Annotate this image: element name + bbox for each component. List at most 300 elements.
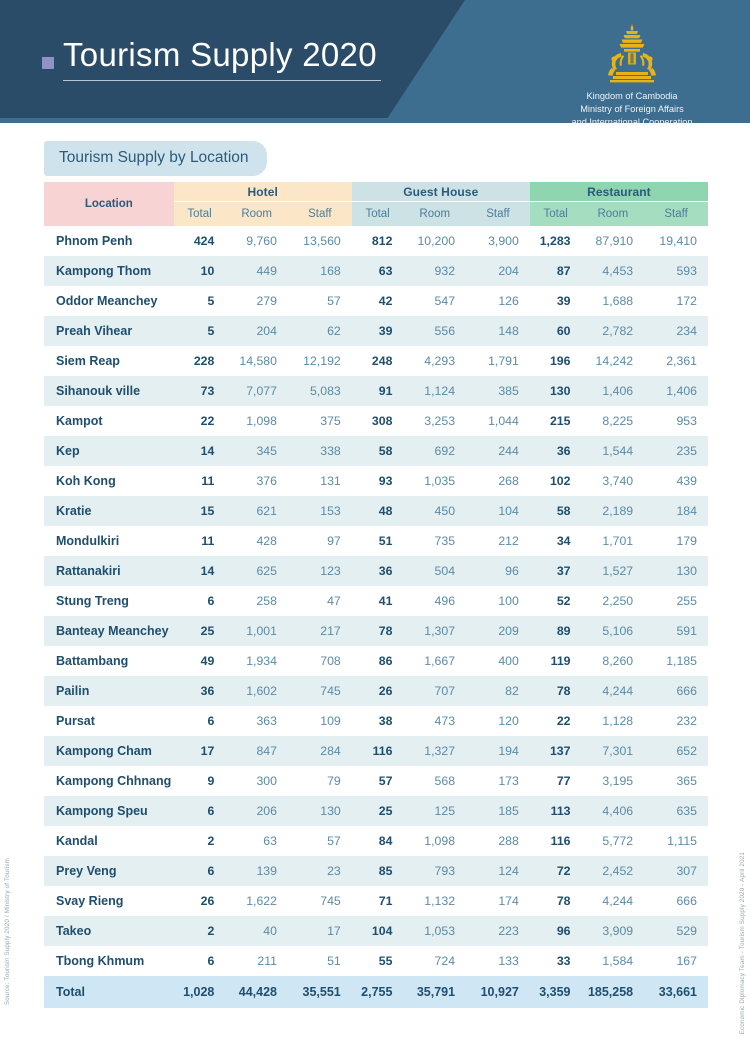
row-value-cell: 375 [320,414,341,428]
row-value-cell: 47 [327,594,341,608]
table-row [44,736,708,766]
row-value-cell: 635 [644,796,708,826]
row-value-cell: 73 [174,376,226,406]
table-row [44,766,708,796]
row-value-cell: 9,760 [246,234,277,248]
row-value-cell: 131 [320,474,341,488]
row-value-cell: 1,688 [602,294,634,308]
table-body [44,226,708,1008]
row-value-cell: 3,195 [602,774,634,788]
row-value-cell: 97 [327,534,341,548]
row-value-cell: 22 [556,714,571,728]
row-value-cell: 2,452 [582,856,645,886]
row-value-cell: 120 [498,714,519,728]
row-location-label: Rattanakiri [44,556,174,586]
row-value-cell: 71 [378,894,393,908]
row-value-cell: 724 [434,954,456,968]
row-value-cell: 308 [371,414,393,428]
row-value-cell: 17 [288,916,352,946]
column-group-header-guest-house: Guest House [352,182,530,202]
row-value-cell: 36 [530,436,582,466]
row-value-cell: 279 [256,294,277,308]
row-value-cell: 593 [644,256,708,286]
row-value-cell: 19,410 [659,234,697,248]
table-row [44,256,708,286]
row-location-label: Mondulkiri [56,534,120,548]
row-value-cell: 932 [403,256,466,286]
row-value-cell: 473 [434,714,456,728]
row-value-cell: 3,740 [602,474,634,488]
row-value-cell: 113 [530,796,582,826]
row-value-cell: 1,327 [403,736,466,766]
table-row [44,946,708,976]
row-value-cell: 104 [352,916,404,946]
row-value-cell: 15 [174,496,226,526]
row-value-cell: 2 [174,916,226,946]
source-credit-right: Economic Diplomacy Team - Tourism Supply 2020 - April 2021 [739,852,746,1035]
row-location-label: Kandal [56,834,98,848]
row-value-cell: 1,053 [403,916,466,946]
row-value-cell: 5 [207,294,215,308]
row-value-cell: 953 [676,414,697,428]
tourism-supply-table-container [44,182,708,1008]
row-value-cell: 130 [530,376,582,406]
row-location-label: Pailin [44,676,174,706]
row-value-cell: 235 [644,436,708,466]
total-row-value-cell: 2,755 [352,976,404,1008]
row-value-cell: 424 [193,234,215,248]
row-value-cell: 48 [352,496,404,526]
row-value-cell: 14,242 [595,354,634,368]
row-value-cell: 666 [676,894,697,908]
row-value-cell: 735 [434,534,456,548]
title-underline-rule [63,80,381,81]
table-row [44,286,708,316]
row-location-label: Kep [44,436,174,466]
row-value-cell: 174 [498,894,519,908]
row-value-cell: 1,584 [602,954,634,968]
row-value-cell: 439 [676,474,697,488]
row-value-cell: 25 [352,796,404,826]
row-value-cell: 4,293 [424,354,456,368]
row-value-cell: 85 [352,856,404,886]
row-value-cell: 11 [201,474,215,488]
row-value-cell: 79 [327,774,341,788]
row-value-cell: 77 [556,774,571,788]
row-value-cell: 167 [676,954,697,968]
row-value-cell: 1,132 [424,894,456,908]
row-value-cell: 6 [207,594,215,608]
row-value-cell: 212 [498,534,519,548]
row-value-cell: 7,077 [225,376,288,406]
row-value-cell: 1,098 [246,414,277,428]
row-value-cell: 72 [530,856,582,886]
row-value-cell: 211 [257,954,277,968]
table-row [44,856,708,886]
row-value-cell: 126 [498,294,519,308]
column-header-restaurant-total: Total [530,202,582,226]
row-value-cell: 1,667 [424,654,456,668]
row-value-cell: 91 [352,376,404,406]
row-value-cell: 168 [288,256,352,286]
row-value-cell: 36 [352,556,404,586]
row-value-cell: 116 [352,736,404,766]
row-value-cell: 194 [466,736,530,766]
row-value-cell: 1,791 [488,354,519,368]
row-value-cell: 4,453 [582,256,645,286]
row-value-cell: 8,225 [602,414,634,428]
table-row [44,316,708,346]
row-value-cell: 39 [556,294,571,308]
row-value-cell: 1,307 [403,616,466,646]
row-location-label: Svay Rieng [56,894,124,908]
row-value-cell: 40 [225,916,288,946]
row-location-label: Kampong Thom [44,256,174,286]
table-row [44,346,708,376]
row-value-cell: 621 [225,496,288,526]
section-tab-tourism-supply-by-location: Tourism Supply by Location [44,141,267,176]
row-value-cell: 244 [466,436,530,466]
row-value-cell: 39 [352,316,404,346]
row-value-cell: 57 [327,834,341,848]
row-value-cell: 1,701 [602,534,634,548]
table-row [44,916,708,946]
row-value-cell: 345 [225,436,288,466]
row-value-cell: 1,406 [644,376,708,406]
row-value-cell: 26 [352,676,404,706]
row-value-cell: 1,185 [666,654,697,668]
row-value-cell: 300 [256,774,277,788]
row-value-cell: 130 [644,556,708,586]
row-value-cell: 130 [288,796,352,826]
row-value-cell: 288 [498,834,519,848]
row-value-cell: 248 [371,354,393,368]
row-value-cell: 139 [225,856,288,886]
column-group-header-restaurant: Restaurant [530,182,708,202]
row-value-cell: 223 [466,916,530,946]
row-value-cell: 2,250 [602,594,634,608]
org-line-country: Kingdom of Cambodia [586,91,678,101]
row-value-cell: 179 [676,534,697,548]
row-value-cell: 49 [200,654,215,668]
row-value-cell: 209 [466,616,530,646]
row-location-label: Kratie [44,496,174,526]
row-value-cell: 1,602 [225,676,288,706]
row-value-cell: 745 [320,894,341,908]
row-location-label: Kampong Cham [44,736,174,766]
column-header-guesthouse-total: Total [352,202,404,226]
row-value-cell: 38 [378,714,393,728]
table-row [44,646,708,676]
total-row-value-cell: 33,661 [644,976,708,1008]
row-value-cell: 2,189 [582,496,645,526]
total-row-value-cell: 44,428 [225,976,288,1008]
column-header-hotel-total: Total [174,202,226,226]
row-location-label: Prey Veng [44,856,174,886]
table-row [44,376,708,406]
row-value-cell: 78 [530,676,582,706]
row-value-cell: 450 [403,496,466,526]
row-value-cell: 217 [288,616,352,646]
row-value-cell: 268 [498,474,519,488]
row-value-cell: 652 [644,736,708,766]
row-value-cell: 708 [320,654,341,668]
row-value-cell: 529 [644,916,708,946]
table-row [44,796,708,826]
table-row [44,706,708,736]
row-location-label: Pursat [56,714,95,728]
row-value-cell: 1,098 [424,834,456,848]
row-value-cell: 4,244 [582,676,645,706]
row-location-label: Stung Treng [56,594,129,608]
row-value-cell: 22 [200,414,215,428]
row-value-cell: 206 [225,796,288,826]
row-value-cell: 449 [225,256,288,286]
row-value-cell: 102 [549,474,571,488]
row-value-cell: 109 [320,714,341,728]
row-value-cell: 2,361 [666,354,697,368]
column-header-location: Location [44,182,174,226]
row-value-cell: 96 [466,556,530,586]
row-value-cell: 52 [556,594,571,608]
total-row-value-cell: 35,791 [403,976,466,1008]
cambodia-royal-emblem-icon [599,22,665,84]
row-value-cell: 6 [174,856,226,886]
row-value-cell: 4,406 [582,796,645,826]
row-value-cell: 9 [207,774,215,788]
row-value-cell: 232 [676,714,697,728]
column-header-restaurant-staff: Staff [644,202,708,226]
row-value-cell: 3,253 [424,414,456,428]
row-value-cell: 1,283 [539,234,571,248]
row-location-label: Kampot [56,414,103,428]
row-value-cell: 1,544 [582,436,645,466]
row-value-cell: 184 [644,496,708,526]
table-row [44,496,708,526]
table-row [44,676,708,706]
row-value-cell: 63 [352,256,404,286]
row-value-cell: 10 [174,256,226,286]
row-value-cell: 847 [225,736,288,766]
row-value-cell: 62 [288,316,352,346]
row-value-cell: 5,772 [602,834,634,848]
row-value-cell: 625 [225,556,288,586]
row-value-cell: 196 [549,354,571,368]
page-title: Tourism Supply 2020 [63,36,377,73]
row-value-cell: 104 [466,496,530,526]
row-value-cell: 547 [434,294,456,308]
row-value-cell: 234 [644,316,708,346]
row-value-cell: 363 [256,714,277,728]
row-value-cell: 5,083 [288,376,352,406]
row-value-cell: 793 [403,856,466,886]
org-line-ministry: Ministry of Foreign Affairs [580,104,684,115]
row-value-cell: 1,035 [424,474,456,488]
column-header-guesthouse-room: Room [403,202,466,226]
total-row-value-cell: 10,927 [466,976,530,1008]
row-value-cell: 1,934 [246,654,277,668]
column-header-hotel-staff: Staff [288,202,352,226]
source-credit-left: Source: Tourism Supply 2020 / Ministry of Tourism [4,858,11,1006]
row-value-cell: 96 [530,916,582,946]
row-value-cell: 25 [174,616,226,646]
row-value-cell: 116 [550,834,571,848]
row-value-cell: 3,900 [488,234,519,248]
total-row-label: Total [44,976,174,1008]
row-value-cell: 6 [207,954,215,968]
table-header [44,182,708,226]
row-value-cell: 172 [676,294,697,308]
row-value-cell: 57 [327,294,341,308]
row-value-cell: 255 [676,594,697,608]
row-value-cell: 4,244 [602,894,634,908]
row-value-cell: 119 [550,654,571,668]
row-value-cell: 93 [378,474,393,488]
row-value-cell: 63 [263,834,277,848]
table-row [44,526,708,556]
row-value-cell: 17 [174,736,226,766]
row-location-label: Takeo [44,916,174,946]
row-value-cell: 591 [644,616,708,646]
row-value-cell: 41 [378,594,393,608]
row-value-cell: 125 [403,796,466,826]
row-location-label: Siem Reap [56,354,120,368]
row-value-cell: 2,782 [582,316,645,346]
row-value-cell: 228 [193,354,215,368]
row-value-cell: 57 [378,774,393,788]
row-value-cell: 556 [403,316,466,346]
row-value-cell: 745 [288,676,352,706]
row-value-cell: 34 [556,534,571,548]
table-row [44,586,708,616]
row-value-cell: 568 [434,774,456,788]
row-value-cell: 55 [378,954,393,968]
row-location-label: Battambang [56,654,129,668]
row-value-cell: 78 [352,616,404,646]
row-value-cell: 123 [288,556,352,586]
row-value-cell: 1,124 [403,376,466,406]
row-value-cell: 204 [466,256,530,286]
row-value-cell: 82 [466,676,530,706]
row-value-cell: 204 [225,316,288,346]
row-value-cell: 5,106 [582,616,645,646]
row-location-label: Sihanouk ville [44,376,174,406]
row-value-cell: 3,909 [582,916,645,946]
row-value-cell: 13,560 [303,234,341,248]
row-value-cell: 258 [256,594,277,608]
row-value-cell: 666 [644,676,708,706]
row-value-cell: 6 [174,796,226,826]
row-value-cell: 14 [174,436,226,466]
row-value-cell: 5 [174,316,226,346]
row-value-cell: 173 [498,774,519,788]
row-value-cell: 14,580 [239,354,277,368]
row-location-label: Oddor Meanchey [56,294,158,308]
row-value-cell: 707 [403,676,466,706]
row-value-cell: 137 [530,736,582,766]
row-value-cell: 100 [498,594,519,608]
row-value-cell: 133 [498,954,519,968]
row-value-cell: 153 [288,496,352,526]
row-value-cell: 14 [174,556,226,586]
row-value-cell: 385 [466,376,530,406]
row-value-cell: 11 [201,534,215,548]
row-value-cell: 812 [371,234,393,248]
row-value-cell: 2 [207,834,215,848]
row-value-cell: 60 [530,316,582,346]
row-location-label: Preah Vihear [44,316,174,346]
row-value-cell: 36 [174,676,226,706]
row-location-label: Tbong Khmum [56,954,145,968]
row-value-cell: 1,622 [246,894,277,908]
row-location-label: Banteay Meanchey [44,616,174,646]
row-value-cell: 58 [352,436,404,466]
row-location-label: Kampong Speu [44,796,174,826]
table-row [44,556,708,586]
row-value-cell: 284 [288,736,352,766]
total-row-value-cell: 3,359 [530,976,582,1008]
row-value-cell: 428 [256,534,277,548]
column-header-guesthouse-staff: Staff [466,202,530,226]
tourism-supply-table [44,182,708,1008]
row-value-cell: 10,200 [417,234,456,248]
table-row [44,436,708,466]
row-location-label: Phnom Penh [56,234,133,248]
row-value-cell: 8,260 [602,654,634,668]
row-value-cell: 338 [288,436,352,466]
total-row-value-cell: 35,551 [288,976,352,1008]
column-header-restaurant-room: Room [582,202,645,226]
row-value-cell: 1,527 [582,556,645,586]
row-value-cell: 185 [466,796,530,826]
row-value-cell: 7,301 [582,736,645,766]
row-value-cell: 37 [530,556,582,586]
row-value-cell: 215 [549,414,571,428]
total-row-value-cell: 185,258 [582,976,645,1008]
row-value-cell: 400 [498,654,519,668]
organization-block [532,22,732,129]
row-value-cell: 148 [466,316,530,346]
row-value-cell: 87,910 [595,234,634,248]
table-row [44,406,708,436]
table-row [44,826,708,856]
row-value-cell: 496 [434,594,456,608]
row-value-cell: 6 [207,714,215,728]
table-row [44,466,708,496]
row-value-cell: 26 [200,894,215,908]
table-total-row [44,976,708,1008]
column-header-hotel-room: Room [225,202,288,226]
row-location-label: Kampong Chhnang [56,774,172,788]
row-value-cell: 1,128 [602,714,634,728]
row-value-cell: 307 [644,856,708,886]
row-value-cell: 124 [466,856,530,886]
table-row [44,226,708,256]
row-value-cell: 84 [378,834,393,848]
row-value-cell: 1,044 [488,414,519,428]
row-value-cell: 87 [530,256,582,286]
table-group-header-row [44,182,708,202]
total-row-value-cell: 1,028 [174,976,226,1008]
org-line-cooperation: and International Cooperation [571,117,693,128]
row-value-cell: 51 [378,534,393,548]
row-value-cell: 692 [403,436,466,466]
table-row [44,616,708,646]
row-value-cell: 58 [530,496,582,526]
row-value-cell: 78 [556,894,571,908]
row-value-cell: 365 [676,774,697,788]
row-value-cell: 42 [378,294,393,308]
